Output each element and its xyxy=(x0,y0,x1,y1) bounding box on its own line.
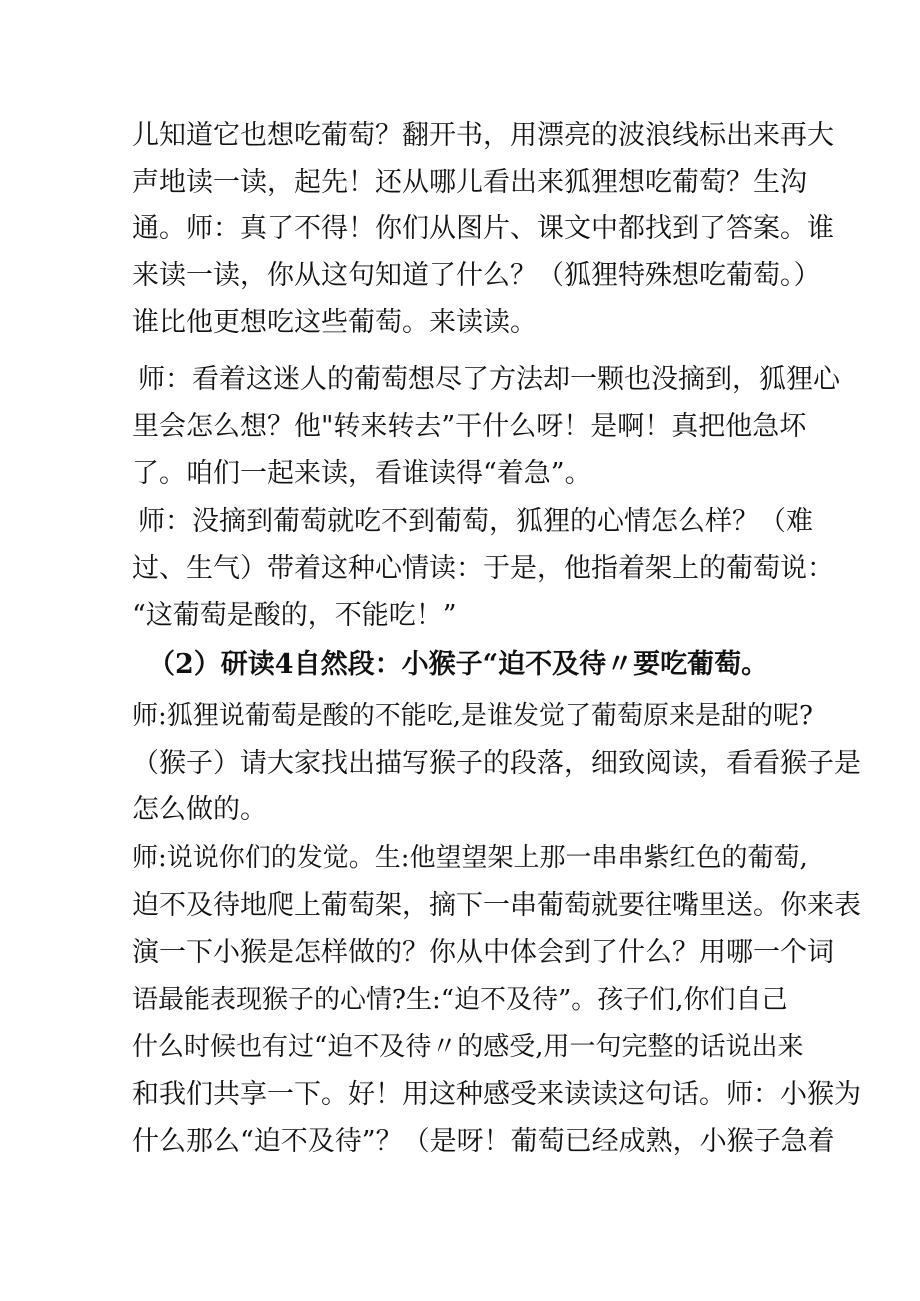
text-line: 和我们共享一下。好！用这种感受来读读这句话。师：小猴为 xyxy=(132,1079,861,1110)
text-line: 儿知道它也想吃葡萄？翻开书，用漂亮的波浪线标出来再大 xyxy=(132,120,834,151)
text-line: 迫不及待地爬上葡萄架，摘下一串葡萄就要往嘴里送。你来表 xyxy=(132,890,861,921)
text-line: 通。师：真了不得！你们从图片、课文中都找到了答案。谁 xyxy=(132,213,834,244)
text-line: 师:狐狸说葡萄是酸的不能吃,是谁发觉了葡萄原来是甜的呢? xyxy=(132,701,813,731)
quote-line: “这葡萄是酸的，不能吃！” xyxy=(132,600,457,631)
text-line: 语最能表现猴子的心情?生:“迫不及待”。孩子们,你们自己 xyxy=(132,985,788,1015)
text-line: 什么那么“迫不及待”？（是呀！葡萄已经成熟，小猴子急着 xyxy=(132,1126,835,1157)
text-line: 谁比他更想吃这些葡萄。来读读。 xyxy=(132,307,537,338)
paragraph-start-line: 师：看着这迷人的葡萄想尽了方法却一颗也没摘到，狐狸心 xyxy=(138,364,840,395)
text-line: 师:说说你们的发觉。生:他望望架上那一串串紫红色的葡萄, xyxy=(132,843,808,873)
text-line: 了。咱们一起来读，看谁读得“着急”。 xyxy=(132,458,592,489)
text-line: 过、生气）带着这种心情读：于是，他指着架上的葡萄说： xyxy=(132,553,834,584)
section-heading: （2）研读4自然段：小猴子“迫不及待〃要吃葡萄。 xyxy=(148,649,769,680)
text-line: 什么时候也有过“迫不及待〃的感受,用一句完整的话说出来 xyxy=(132,1032,804,1062)
text-line: 里会怎么想？他"转来转去”干什么呀！是啊！真把他急坏 xyxy=(132,411,807,442)
text-line: 声地读一读，起先！还从哪儿看出来狐狸想吃葡萄？生沟 xyxy=(132,167,807,198)
text-line: 演一下小猴是怎样做的？你从中体会到了什么？用哪一个词 xyxy=(132,937,834,968)
paragraph-start-line: 师：没摘到葡萄就吃不到葡萄，狐狸的心情怎么样？（难 xyxy=(138,506,813,537)
text-line: 来读一读，你从这句知道了什么？（狐狸特殊想吃葡萄。） xyxy=(132,260,821,291)
text-line: 怎么做的。 xyxy=(132,794,267,825)
text-line: （猴子）请大家找出描写猴子的段落，细致阅读，看看猴子是 xyxy=(132,748,861,779)
